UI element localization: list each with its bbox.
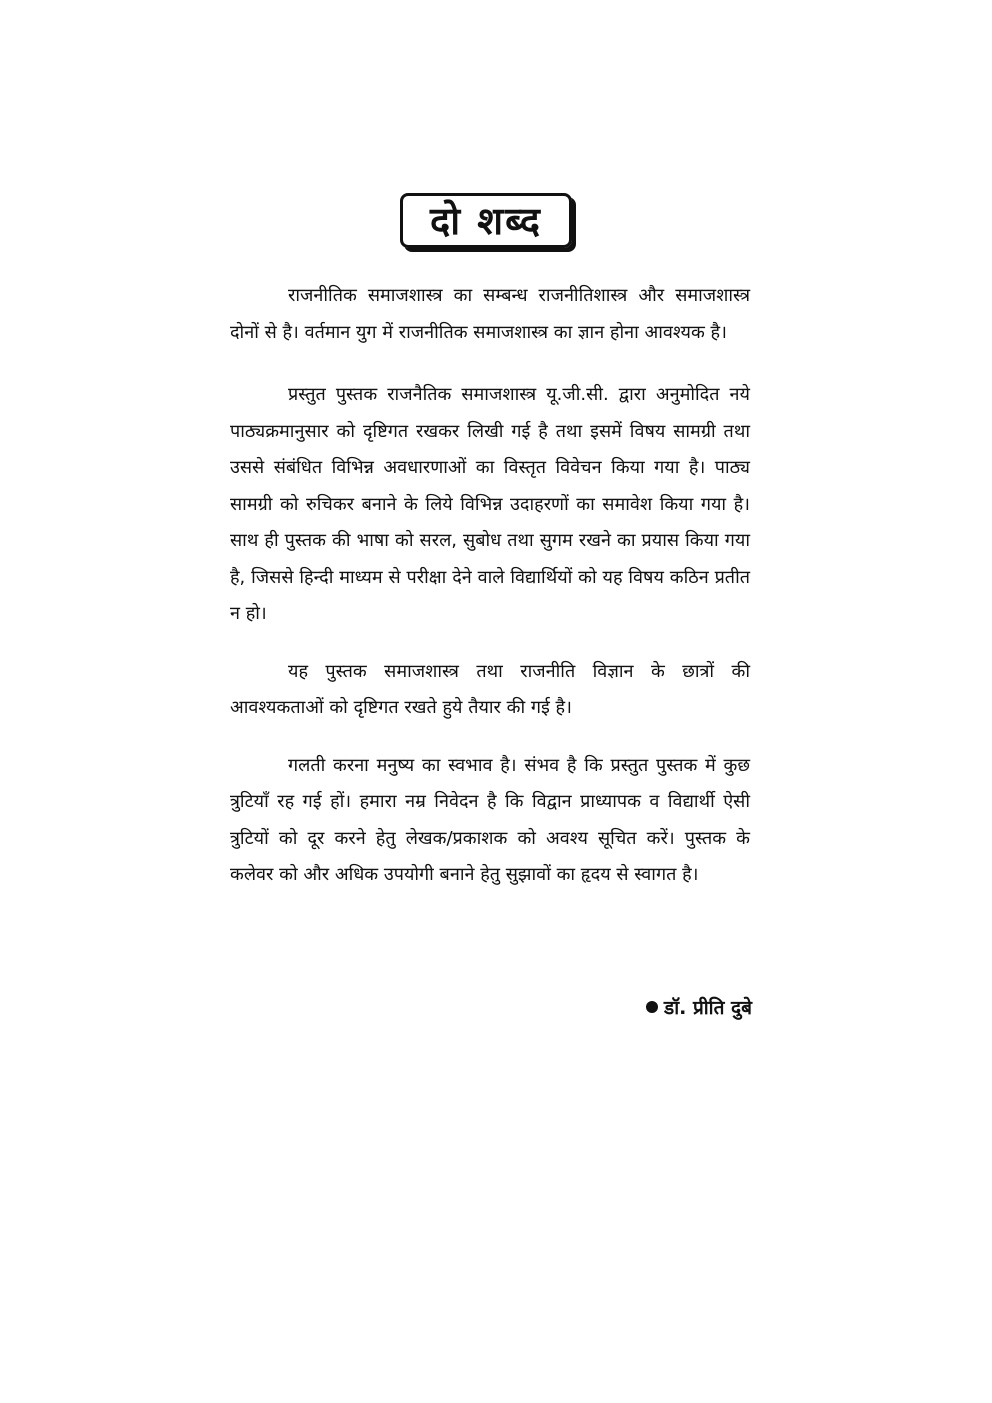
paragraph-3: यह पुस्तक समाजशास्त्र तथा राजनीति विज्ञान के छात्रों की आवश्यकताओं को दृष्टिगत रखते हुये तैयार की गई है। [230, 660, 750, 718]
paragraph-4: गलती करना मनुष्य का स्वभाव है। संभव है कि प्रस्तुत पुस्तक में कुछ त्रुटियाँ रह गई हों। हमारा नम्र निवेदन है कि विद्वान प्राध्यापक व विद्यार्थी ऐसी त्रुटियों को दूर करने हेतु लेखक/प्रकाशक को अवश्य सूचित करें। पुस्तक के कलेवर को और अधिक उपयोगी बनाने हेतु सुझावों का हृदय से स्वागत है। [230, 754, 750, 885]
page-title: दो शब्द [430, 198, 542, 243]
paragraph-2: प्रस्तुत पुस्तक राजनैतिक समाजशास्त्र यू.जी.सी. द्वारा अनुमोदित नये पाठ्यक्रमानुसार को दृष्टिगत रखकर लिखी गई है तथा इसमें विषय सामग्री तथा उससे संबंधित विभिन्न अवधारणाओं का विस्तृत विवेचन किया गया है। पाठ्य सामग्री को रुचिकर बनाने के लिये विभिन्न उदाहरणों का समावेश किया गया है। साथ ही पुस्तक की भाषा को सरल, सुबोध तथा सुगम रखने का प्रयास किया गया है, जिससे हिन्दी माध्यम से परीक्षा देने वाले विद्यार्थियों को यह विषय कठिन प्रतीत न हो। [230, 384, 750, 624]
bullet-icon [646, 1001, 658, 1013]
author-name: डॉ. प्रीति दुबे [664, 997, 752, 1019]
author-signature [612, 993, 752, 1023]
page-title-box [400, 193, 572, 248]
paragraph-1: राजनीतिक समाजशास्त्र का सम्बन्ध राजनीतिशास्त्र और समाजशास्त्र दोनों से है। वर्तमान युग में राजनीतिक समाजशास्त्र का ज्ञान होना आवश्यक है। [230, 285, 750, 343]
preface-body [230, 278, 750, 920]
